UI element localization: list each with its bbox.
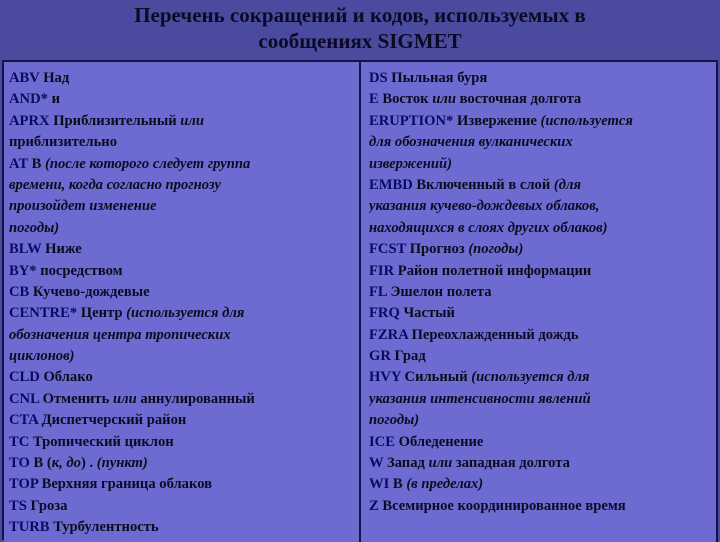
entry-note: (используется bbox=[540, 112, 633, 129]
abbreviation-code: AND* bbox=[9, 91, 48, 108]
entry-note: (используется для bbox=[126, 305, 245, 322]
entry-line bbox=[9, 175, 355, 196]
entry-text: Турбулентность bbox=[49, 519, 159, 536]
entry-note: (погоды) bbox=[468, 241, 524, 258]
abbreviation-code: FIR bbox=[369, 262, 395, 279]
entry-line bbox=[369, 346, 712, 367]
entry-note: или bbox=[112, 390, 137, 407]
entry-note: или bbox=[432, 91, 456, 108]
entry-text: Извержение bbox=[453, 112, 541, 129]
entry-text: Район полетной информации bbox=[394, 262, 592, 279]
entry-note: циклонов) bbox=[9, 348, 75, 365]
entry-line bbox=[369, 111, 712, 132]
abbreviation-code: TO bbox=[9, 455, 30, 472]
entry-text: посредством bbox=[36, 262, 123, 279]
entry-line bbox=[9, 453, 355, 474]
entry-note: находящихся в слоях других облаков) bbox=[369, 219, 608, 236]
entry-line bbox=[9, 410, 355, 431]
entry-line bbox=[9, 132, 355, 153]
entry-line bbox=[369, 175, 712, 196]
abbreviation-code: FCST bbox=[369, 241, 407, 258]
abbreviation-code: ICE bbox=[369, 433, 395, 450]
entry-line bbox=[9, 474, 355, 495]
entry-line bbox=[9, 496, 355, 517]
left-column bbox=[4, 62, 361, 542]
entry-text: Переохлажденный дождь bbox=[407, 326, 579, 343]
entry-text: Включенный в слой bbox=[412, 176, 554, 193]
abbreviation-code: CENTRE* bbox=[9, 305, 78, 322]
abbreviation-code: AT bbox=[9, 155, 28, 172]
entry-text: Облако bbox=[39, 369, 93, 386]
entry-text: Тропический циклон bbox=[29, 433, 174, 450]
abbreviation-code: CTA bbox=[9, 412, 38, 429]
abbreviation-code: FL bbox=[369, 283, 387, 300]
entry-line bbox=[369, 303, 712, 324]
abbreviation-code: ERUPTION* bbox=[369, 112, 454, 129]
entry-text: Запад bbox=[383, 455, 429, 472]
entry-line bbox=[369, 218, 712, 239]
entry-line bbox=[369, 325, 712, 346]
entry-line bbox=[369, 432, 712, 453]
abbreviation-code: EMBD bbox=[369, 176, 413, 193]
entry-note: извержений) bbox=[369, 155, 452, 172]
abbreviation-code: FZRA bbox=[369, 326, 408, 343]
entry-line bbox=[369, 261, 712, 282]
entry-line bbox=[9, 218, 355, 239]
entry-text: В ( bbox=[29, 455, 52, 472]
entry-line bbox=[369, 410, 712, 431]
abbreviation-code: CLD bbox=[9, 369, 40, 386]
entry-line bbox=[369, 474, 712, 495]
entry-text: Гроза bbox=[26, 497, 68, 514]
entry-text: Сильный bbox=[400, 369, 472, 386]
entry-line bbox=[9, 239, 355, 260]
entry-note: указания интенсивности явлений bbox=[369, 390, 591, 407]
entry-text: Частый bbox=[399, 305, 455, 322]
entry-text: Восток bbox=[378, 91, 433, 108]
entry-text: Прогноз bbox=[406, 241, 469, 258]
entry-note: погоды) bbox=[9, 219, 60, 236]
entry-note: (используется для bbox=[471, 369, 590, 386]
entry-note: (пункт) bbox=[96, 455, 148, 472]
entry-text: приблизительно bbox=[9, 134, 117, 151]
abbreviation-code: TC bbox=[9, 433, 30, 450]
entry-line bbox=[369, 89, 712, 110]
entry-text: и bbox=[47, 91, 60, 108]
abbreviation-code: BLW bbox=[9, 241, 42, 258]
entry-note: для обозначения вулканических bbox=[369, 134, 573, 151]
entry-text: В bbox=[389, 476, 407, 493]
abbreviation-code: TOP bbox=[9, 476, 38, 493]
entry-line bbox=[9, 517, 355, 538]
abbreviation-code: W bbox=[369, 455, 384, 472]
entry-text: восточная долгота bbox=[455, 91, 582, 108]
abbreviation-code: APRX bbox=[9, 112, 50, 129]
entry-line bbox=[9, 154, 355, 175]
entry-text: западная долгота bbox=[452, 455, 570, 472]
abbreviation-code: Z bbox=[369, 497, 379, 514]
entry-text: Диспетчерский район bbox=[37, 412, 187, 429]
abbreviation-code: ABV bbox=[9, 70, 40, 86]
entry-text: Обледенение bbox=[394, 433, 484, 450]
entry-note: (в пределах) bbox=[406, 476, 484, 493]
entry-note: произойдет изменение bbox=[9, 198, 157, 215]
entry-line bbox=[9, 68, 355, 89]
entry-text: В bbox=[27, 155, 45, 172]
abbreviation-code: CB bbox=[9, 283, 30, 300]
entry-text: Над bbox=[39, 70, 70, 86]
entry-line bbox=[9, 346, 355, 367]
entry-line bbox=[9, 303, 355, 324]
title-line-1: Перечень сокращений и кодов, используемых в bbox=[134, 3, 586, 27]
entry-line bbox=[369, 389, 712, 410]
entry-text: Всемирное координированное время bbox=[378, 497, 626, 514]
abbreviation-code: TURB bbox=[9, 519, 50, 536]
entry-line bbox=[369, 239, 712, 260]
entry-line bbox=[9, 89, 355, 110]
entry-line bbox=[9, 261, 355, 282]
entry-note: (после которого следует группа bbox=[44, 155, 251, 172]
entry-line bbox=[369, 132, 712, 153]
slide-title bbox=[0, 0, 720, 54]
entry-text: ) . bbox=[80, 455, 97, 472]
abbreviation-code: CNL bbox=[9, 390, 40, 407]
entry-text: Кучево-дождевые bbox=[29, 283, 150, 300]
abbreviation-code: FRQ bbox=[369, 305, 400, 322]
entry-line bbox=[9, 111, 355, 132]
entry-text: Эшелон полета bbox=[386, 283, 492, 300]
entry-line bbox=[9, 367, 355, 388]
entry-line bbox=[369, 367, 712, 388]
abbreviations-table bbox=[2, 60, 718, 540]
entry-text: аннулированный bbox=[136, 390, 255, 407]
entry-line bbox=[369, 196, 712, 217]
entry-note: погоды) bbox=[369, 412, 420, 429]
entry-note: или bbox=[180, 112, 205, 129]
entry-text: Приблизительный bbox=[49, 112, 181, 129]
entry-text: Отменить bbox=[39, 390, 113, 407]
entry-line bbox=[369, 453, 712, 474]
entry-text: Верхняя граница облаков bbox=[37, 476, 213, 493]
entry-note: к, до bbox=[51, 455, 81, 472]
entry-line bbox=[369, 154, 712, 175]
right-column bbox=[361, 62, 718, 542]
abbreviation-code: BY* bbox=[9, 262, 37, 279]
entry-text: Град bbox=[390, 348, 426, 365]
entry-line bbox=[9, 432, 355, 453]
entry-note: или bbox=[428, 455, 453, 472]
entry-note: времени, когда согласно прогнозу bbox=[9, 176, 221, 193]
abbreviation-code: HVY bbox=[369, 369, 401, 386]
entry-note: указания кучево-дождевых облаков, bbox=[369, 198, 600, 215]
abbreviation-code: WI bbox=[369, 476, 390, 493]
entry-line bbox=[9, 325, 355, 346]
abbreviation-code: DS bbox=[369, 70, 388, 86]
abbreviation-code: E bbox=[369, 91, 379, 108]
entry-line bbox=[9, 282, 355, 303]
entry-line bbox=[9, 389, 355, 410]
entry-text: Пыльная буря bbox=[387, 70, 488, 86]
entry-line bbox=[369, 68, 712, 89]
abbreviation-code: TS bbox=[9, 497, 27, 514]
entry-note: обозначения центра тропических bbox=[9, 326, 231, 343]
entry-text: Центр bbox=[77, 305, 127, 322]
entry-line bbox=[369, 496, 712, 517]
abbreviation-code: GR bbox=[369, 348, 391, 365]
entry-line bbox=[369, 282, 712, 303]
entry-line bbox=[9, 196, 355, 217]
title-line-2: сообщениях SIGMET bbox=[258, 29, 462, 53]
entry-note: (для bbox=[553, 176, 581, 193]
entry-text: Ниже bbox=[41, 241, 82, 258]
